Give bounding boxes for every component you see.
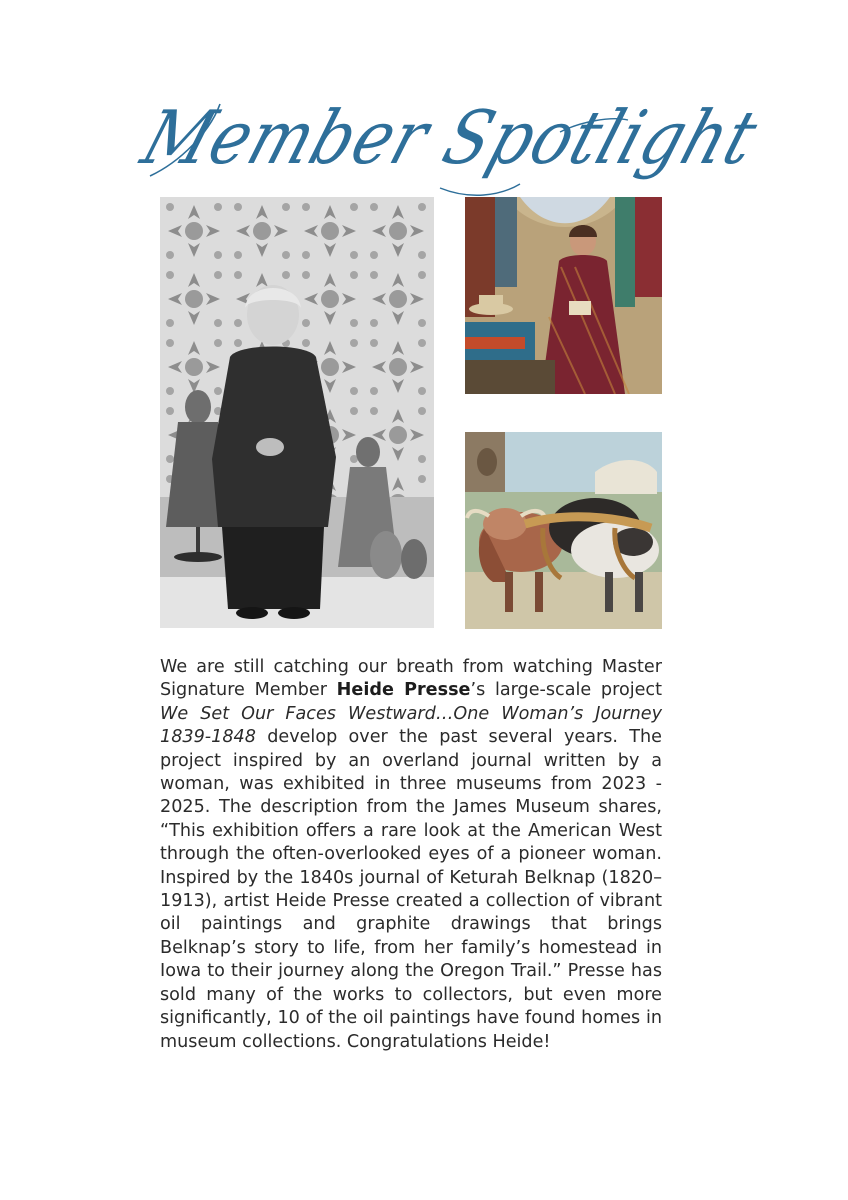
project-title: We Set Our Faces Westward…One Woman’s Journey 1839-1848: [160, 703, 662, 748]
title-text: Member Spotlight: [132, 96, 768, 182]
portrait-illustration: [160, 197, 434, 628]
artist-name: Heide Presse: [336, 680, 471, 701]
article-paragraph: [160, 656, 662, 1054]
article-body: develop over the past several years. The project inspired by an overland journal written by a woman, was exhibited in three museums from 2023 - 2025. The description from the James Museum shares, “This exhibition offers a rare look at the American West through the often-overlooked eyes of a pioneer woman. Inspired by the 1840s journal of Keturah Belknap (1820–1913), artist Heide Presse created a collection of vibrant oil paintings and graphite drawings that brings Belknap’s story to life, from her family’s homestead in Iowa to their journey along the Oregon Trail.” Presse has sold many of the works to collectors, but even more significantly, 10 of the oil paintings have found homes in museum collections. Congratulations Heide!: [160, 727, 662, 1052]
painting-woman-reading-in-wagon: [465, 197, 662, 394]
artist-portrait-photo: [160, 197, 434, 628]
painting-oxen-on-oregon-trail: [465, 432, 662, 629]
article-lead: We are still catching our breath from watching Master Signature Member: [160, 657, 662, 701]
article-after-name: ’s large-scale project: [470, 680, 662, 701]
painting-top-illustration: [465, 197, 662, 394]
page-title: [132, 92, 768, 202]
painting-bottom-illustration: [465, 432, 662, 629]
